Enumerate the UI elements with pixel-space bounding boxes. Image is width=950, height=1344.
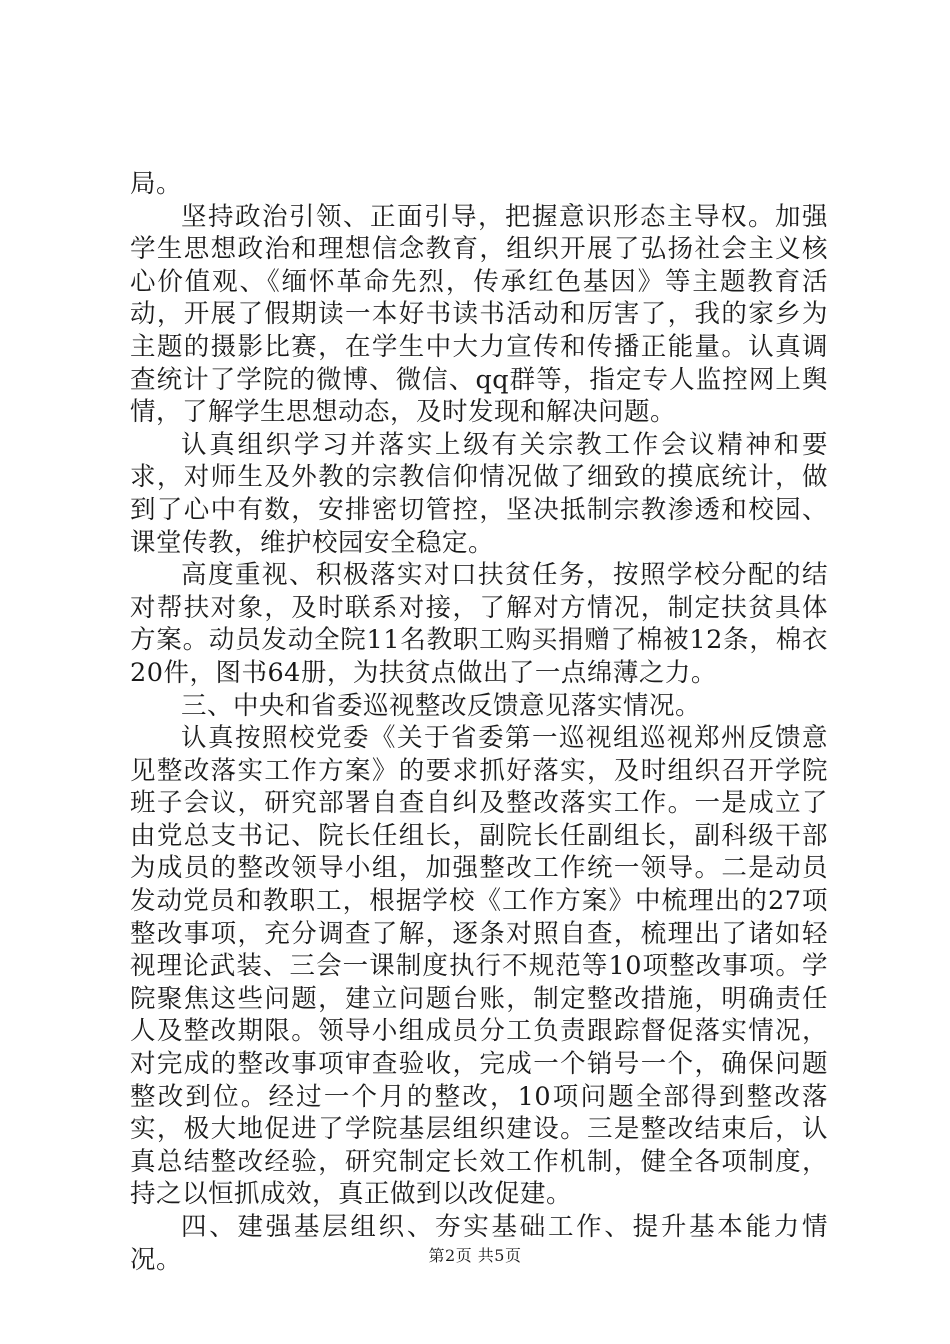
page-number-footer: 第2页 共5页 bbox=[428, 1246, 522, 1265]
section-heading-3: 三、中央和省委巡视整改反馈意见落实情况。 bbox=[181, 690, 702, 721]
paragraph-political-guidance: 坚持政治引领、正面引导，把握意识形态主导权。加强学生思想政治和理想信念教育，组织开展了弘扬社会主义核心价值观、《缅怀革命先烈，传承红色基因》等主题教育活动，开展了假期读一本好书读书活动和厉害了，我的家乡为主题的摄影比赛，在学生中大力宣传和传播正能量。认真调查统计了学院的微博、微信、qq群等，指定专人监控网上舆情，了解学生思想动态，及时发现和解决问题。 bbox=[130, 201, 828, 428]
document-body bbox=[130, 168, 828, 1276]
paragraph-continuation: 局。 bbox=[130, 169, 183, 199]
paragraph-poverty-alleviation: 高度重视、积极落实对口扶贫任务，按照学校分配的结对帮扶对象，及时联系对接，了解对方情况，制定扶贫具体方案。动员发动全院11名教职工购买捐赠了棉被12条，棉衣20件，图书64册，为扶贫点做出了一点绵薄之力。 bbox=[130, 560, 828, 688]
paragraph-rectification: 认真按照校党委《关于省委第一巡视组巡视郑州反馈意见整改落实工作方案》的要求抓好落实，及时组织召开学院班子会议，研究部署自查自纠及整改落实工作。一是成立了由党总支书记、院长任组长，副院长任副组长，副科级干部为成员的整改领导小组，加强整改工作统一领导。二是动员发动党员和教职工，根据学校《工作方案》中梳理出的27项整改事项，充分调查了解，逐条对照自查，梳理出了诸如轻视理论武装、三会一课制度执行不规范等10项整改事项。学院聚焦这些问题，建立问题台账，制定整改措施，明确责任人及整改期限。领导小组成员分工负责跟踪督促落实情况，对完成的整改事项审查验收，完成一个销号一个，确保问题整改到位。经过一个月的整改，10项问题全部得到整改落实，极大地促进了学院基层组织建设。三是整改结束后，认真总结整改经验，研究制定长效工作机制，健全各项制度，持之以恒抓成效，真正做到以改促建。 bbox=[130, 723, 828, 1210]
paragraph-religion-work: 认真组织学习并落实上级有关宗教工作会议精神和要求，对师生及外教的宗教信仰情况做了细致的摸底统计，做到了心中有数，安排密切管控，坚决抵制宗教渗透和校园、课堂传教，维护校园安全稳定。 bbox=[130, 429, 828, 558]
section-heading-4: 四、建强基层组织、夯实基础工作、提升基本能力情况。 bbox=[130, 1212, 828, 1275]
